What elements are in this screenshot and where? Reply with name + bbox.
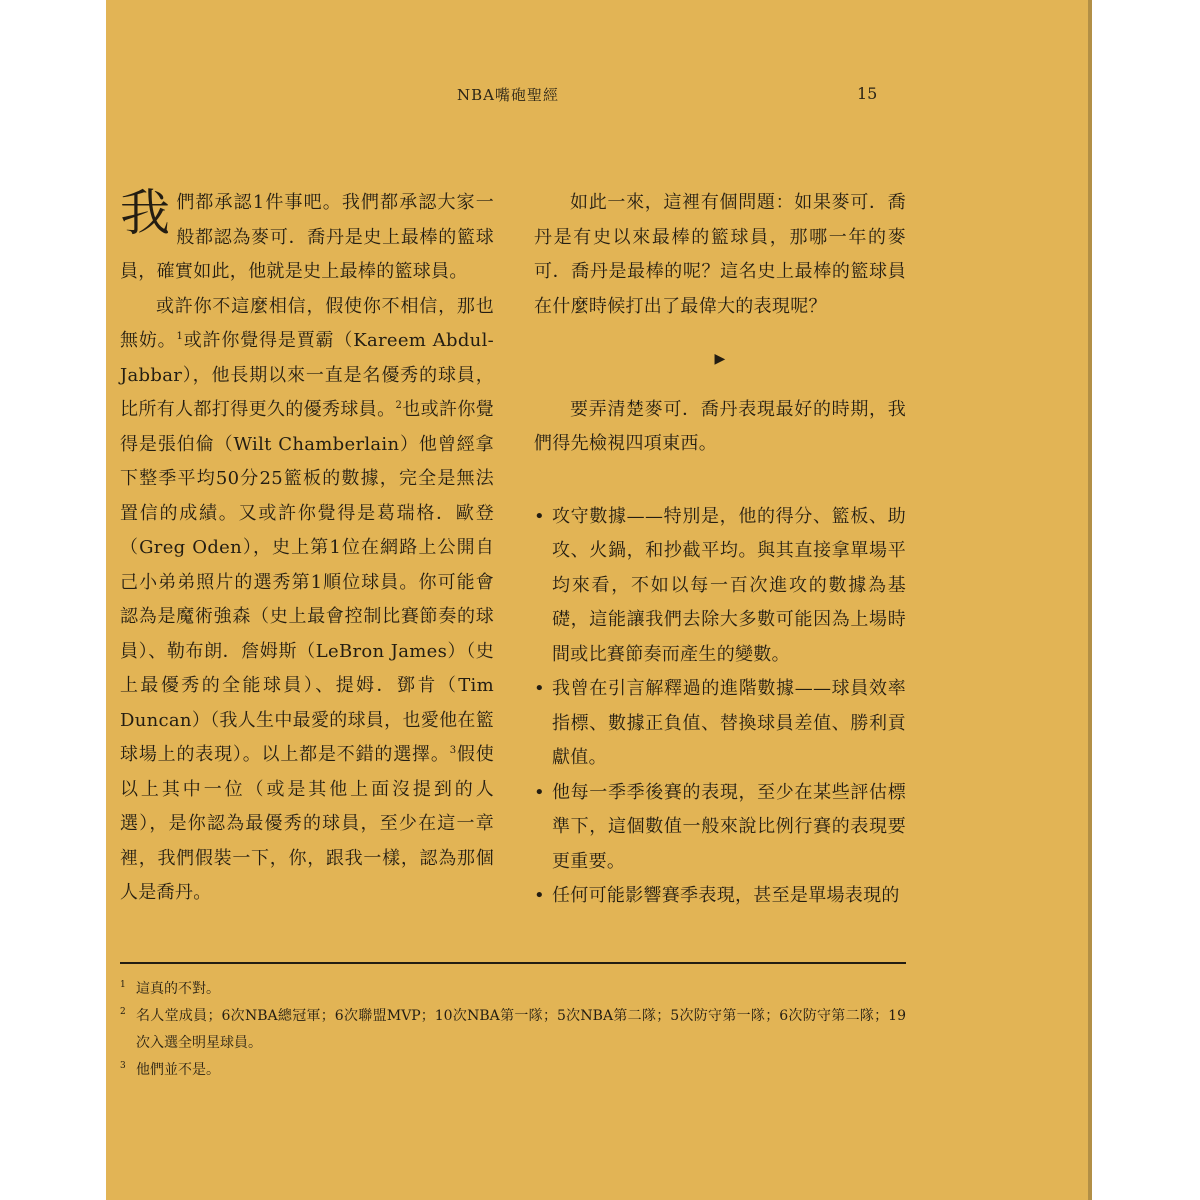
criteria-list <box>534 500 906 914</box>
bullet-icon: • <box>534 885 545 906</box>
section-marker-icon: ▶ <box>714 351 726 367</box>
body-text: 或許你不這麼相信，假使你不相信，那也無妨。 <box>120 295 494 351</box>
body-text: 或許你覺得是賈霸（Kareem Abdul-Jabbar），他長期以來一直是名優秀的球員，比所有人都打得更久的優秀球員。 <box>120 330 495 420</box>
opening-paragraph <box>120 186 494 290</box>
running-head: NBA嘴砲聖經 <box>457 86 559 104</box>
footnote-number: 3 <box>120 1061 126 1071</box>
list-item <box>534 776 906 880</box>
footnote-ref: 1 <box>176 331 184 342</box>
list-item-text: 我曾在引言解釋過的進階數據——球員效率指標、數據正負值、替換球員差值、勝利貢獻值。 <box>552 678 906 768</box>
drop-cap: 我 <box>120 184 171 242</box>
footnote-ref: 3 <box>449 745 457 756</box>
list-item-text: 他每一季季後賽的表現，至少在某些評估標準下，這個數值一般來說比例行賽的表現要更重要。 <box>552 781 906 872</box>
bullet-icon: • <box>534 678 545 699</box>
footnote-ref: 2 <box>395 400 403 411</box>
opening-text: 們都承認1件事吧。我們都承認大家一般都認為麥可．喬丹是史上最棒的籃球員，確實如此，他就是史上最棒的籃球員。 <box>120 192 494 282</box>
footnote <box>120 1003 906 1057</box>
bullet-icon: • <box>534 505 545 527</box>
bullet-icon: • <box>534 781 545 803</box>
footnotes <box>120 976 906 1084</box>
footnote-text: 他們並不是。 <box>136 1062 220 1078</box>
footnote-text: 名人堂成員；6次NBA總冠軍；6次聯盟MVP；10次NBA第一隊；5次NBA第二隊；5次防守第一隊；6次防守第二隊；19次入選全明星球員。 <box>136 1008 906 1051</box>
footnote-divider <box>120 962 906 964</box>
list-item-text: 攻守數據——特別是，他的得分、籃板、助攻、火鍋，和抄截平均。與其直接拿單場平均來看，不如以每一百次進攻的數據為基礎，這能讓我們去除大多數可能因為上場時間或比賽節奏而產生的變數。 <box>552 505 906 665</box>
page-number: 15 <box>857 84 878 103</box>
body-text: 也或許你覺得是張伯倫（Wilt Chamberlain）他曾經拿下整季平均50分25籃板的數據，完全是無法置信的成績。又或許你覺得是葛瑞格．歐登（Greg Oden），史上第1位在網路上公開自己小弟弟照片的選秀第1順位球員。你可能會認為是魔術強森（史上最會控制比賽節奏的球員）、勒布朗．詹姆斯（LeBron James）（史上最優秀的全能球員）、提姆．鄧肯（Tim Duncan）（我人生中最愛的球員，也愛他在籃球場上的表現）。以上都是不錯的選擇。 <box>120 399 495 765</box>
body-text: 假使以上其中一位（或是其他上面沒提到的人選），是你認為最優秀的球員，至少在這一章裡，我們假裝一下，你，跟我一樣，認為那個人是喬丹。 <box>120 744 494 903</box>
footnote-number: 1 <box>120 980 126 990</box>
list-item-text: 任何可能影響賽季表現，甚至是單場表現的 <box>552 885 900 906</box>
left-column <box>120 186 494 911</box>
body-paragraph <box>120 290 494 911</box>
scan-margin <box>0 0 106 1200</box>
footnote <box>120 976 906 1003</box>
intro-paragraph: 要弄清楚麥可．喬丹表現最好的時期，我們得先檢視四項東西。 <box>534 398 906 454</box>
list-item <box>534 500 906 673</box>
list-item <box>534 879 906 914</box>
footnote-number: 2 <box>120 1007 126 1017</box>
question-paragraph: 如此一來，這裡有個問題：如果麥可．喬丹是有史以來最棒的籃球員，那哪一年的麥可．喬丹是最棒的呢？這名史上最棒的籃球員在什麼時候打出了最偉大的表現呢？ <box>534 192 906 317</box>
page-edge <box>1088 0 1092 1200</box>
list-item <box>534 672 906 776</box>
footnote-text: 這真的不對。 <box>136 981 220 997</box>
footnote <box>120 1057 906 1084</box>
right-column <box>534 186 906 914</box>
